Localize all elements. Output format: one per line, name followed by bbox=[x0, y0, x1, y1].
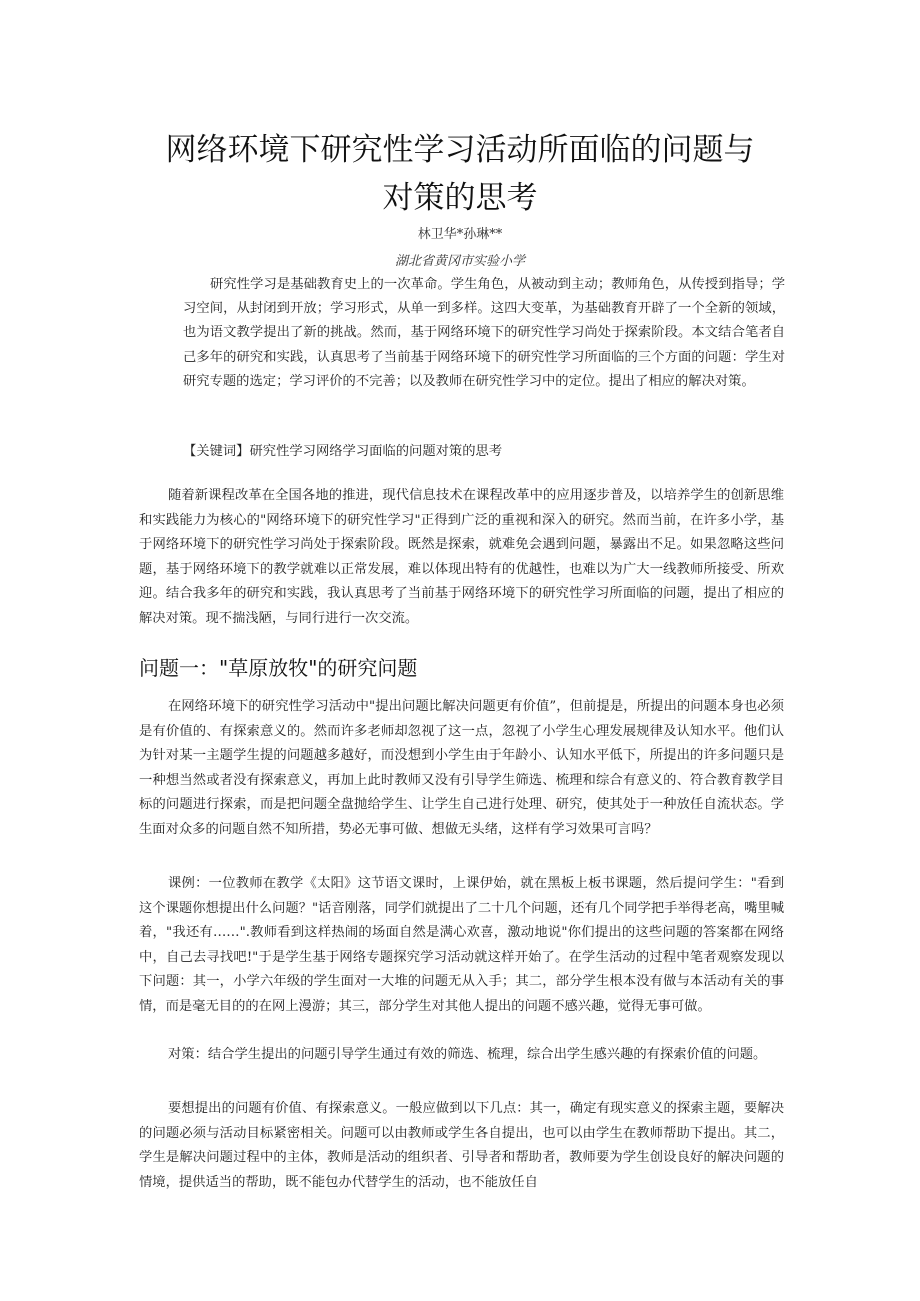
section-heading: 问题一："草原放牧"的研究问题 bbox=[139, 656, 418, 680]
section-paragraph-1: 在网络环境下的研究性学习活动中"提出问题比解决问题更有价值”，但前提是，所提出的问题本身也必须是有价值的、有探索意义的。然而许多老师却忽视了这一点，忽视了小学生心理发展规律及认知水平。他们认为针对某一主题学生提的问题越多越好，而没想到小学生由于年龄小、认知水平低下，所提出的许多问题只是一种想当然或者没有探索意义，再加上此时教师又没有引导学生筛选、梳理和综合有意义的、符合教育教学目标的问题进行探索，而是把问题全盘抛给学生、让学生自己进行处理、研究，使其处于一种放任自流状态。学生面对众多的问题自然不知所措，势必无事可做、想做无头绪，这样有学习效果可言吗？ bbox=[139, 699, 784, 837]
keywords: 【关键词】研究性学习网络学习面临的问题对策的思考 bbox=[183, 444, 503, 459]
affiliation: 湖北省黄冈市实验小学 bbox=[394, 254, 525, 269]
intro-paragraph: 随着新课程改革在全国各地的推进，现代信息技术在课程改革中的应用逐步普及，以培养学生的创新思维和实践能力为核心的"网络环境下的研究性学习"正得到广泛的重视和深入的研究。然而当前，在许多小学，基于网络环境下的研究性学习尚处于探索阶段。既然是探索，就难免会遇到问题，暴露出不足。如果忽略这些问题，基于网络环境下的教学就难以正常发展，难以体现出特有的优越性，也难以为广大一线教师所接受、所欢迎。结合我多年的研究和实践，我认真思考了当前基于网络环境下的研究性学习所面临的问题，提出了相应的解决对策。现不揣浅陋，与同行进行一次交流。 bbox=[139, 488, 784, 626]
section-paragraph-4: 要想提出的问题有价值、有探索意义。一般应做到以下几点：其一，确定有现实意义的探索主题，要解决的问题必须与活动目标紧密相关。问题可以由教师或学生各自提出，也可以由学生在教师帮助下提出。其二，学生是解决问题过程中的主体，教师是活动的组织者、引导者和帮助者，教师要为学生创设良好的解决问题的情境，提供适当的帮助，既不能包办代替学生的活动，也不能放任自 bbox=[139, 1101, 784, 1190]
authors: 林卫华*孙琳** bbox=[417, 227, 503, 242]
title-line-1: 网络环境下研究性学习活动所面临的问题与 bbox=[165, 132, 755, 168]
title-line-2: 对策的思考 bbox=[382, 180, 538, 216]
abstract: 研究性学习是基础教育史上的一次革命。学生角色，从被动到主动；教师角色，从传授到指导；学习空间，从封闭到开放；学习形式，从单一到多样。这四大变革，为基础教育开辟了一个全新的领域，也为语文教学提出了新的挑战。然而，基于网络环境下的研究性学习尚处于探索阶段。本文结合笔者自己多年的研究和实践，认真思考了当前基于网络环境下的研究性学习所面临的三个方面的问题：学生对研究专题的选定；学习评价的不完善；以及教师在研究性学习中的定位。提出了相应的解决对策。 bbox=[183, 277, 785, 389]
section-paragraph-2: 课例：一位教师在教学《太阳》这节语文课时，上课伊始，就在黑板上板书课题，然后提问学生："看到这个课题你想提出什么问题？"话音刚落，同学们就提出了二十几个问题，还有几个同学把手举得老高，嘴里喊着，"我还有……".教师看到这样热闹的场面自然是满心欢喜，激动地说"你们提出的这些问题的答案都在网络中，自己去寻找吧!"于是学生基于网络专题探究学习活动就这样开始了。在学生活动的过程中笔者观察发现以下问题：其一，小学六年级的学生面对一大堆的问题无从入手；其二，部分学生根本没有做与本活动有关的事情，而是毫无目的的在网上漫游；其三，部分学生对其他人提出的问题不感兴趣，觉得无事可做。 bbox=[139, 876, 784, 1014]
section-paragraph-3: 对策：结合学生提出的问题引导学生通过有效的筛选、梳理，综合出学生感兴趣的有探索价值的问题。 bbox=[168, 1047, 767, 1062]
